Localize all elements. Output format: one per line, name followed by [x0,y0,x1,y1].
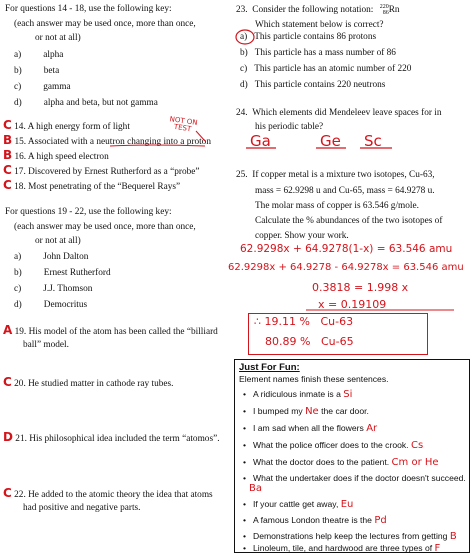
q19-22-option-a: a) John Dalton [14,252,89,262]
q23-option-a: a) This particle contains 86 protons [240,32,377,42]
fun-item-9: • Demonstrations help keep the lectures from getting B [253,531,457,542]
q25-line4: Calculate the % abundances of the two isotopes of [255,216,443,226]
q19-22-note2: or not at all) [35,236,81,246]
question-20: C 20. He studied matter in cathode ray tubes. [3,375,174,389]
q14-18-option-c: c) gamma [14,82,71,92]
question-22: C 22. He added to the atomic theory the idea that atoms [3,486,213,500]
question-19-line2: ball” model. [23,340,69,350]
fun-item-7: • If your cattle get away, Eu [253,499,353,510]
fun-item-4: • What the police officer does to the crook. Cs [253,440,423,451]
question-15: B 15. Associated with a neutron changing into a proton [3,133,211,147]
q23-option-d: d) This particle contains 220 neutrons [240,80,386,90]
q19-22-note1: (each answer may be used once, more than once, [14,222,196,232]
q19-22-option-d: d) Democritus [14,300,88,310]
just-for-fun-box [234,359,470,553]
question-18: C 18. Most penetrating of the “Bequerel Rays” [3,178,181,192]
q14-18-intro: For questions 14 - 18, use the following key: [5,4,172,14]
question-22-line2: had positive and negative parts. [23,503,141,513]
q14-18-note1: (each answer may be used once, more than once, [14,19,196,29]
question-21: D 21. His philosophical idea included the term “atomos”. [3,430,220,444]
q23-prompt: Which statement below is correct? [255,20,384,30]
q24-answer-1: Ga [250,132,271,150]
fun-item-2: • I bumped my Ne the car door. [253,406,369,417]
question-19: A 19. His model of the atom has been called the “billiard [3,323,218,337]
question-24: 24. Which elements did Mendeleev leave spaces for in [236,108,442,118]
q14-18-option-d: d) alpha and beta, but not gamma [14,98,158,108]
q14-18-option-a: a) alpha [14,50,64,60]
q25-result-1: ∴ 19.11 % Cu-63 [254,315,354,328]
question-17: C 17. Discovered by Ernest Rutherford as a “probe” [3,163,200,177]
question-16: B 16. A high speed electron [3,148,109,162]
question-25: 25. If copper metal is a mixture two isotopes, Cu-63, [236,170,435,180]
q24-answer-3: Sc [364,132,382,150]
q25-line3: The molar mass of copper is 63.546 g/mole. [255,201,419,211]
just-for-fun-title: Just For Fun: [239,362,300,373]
q25-result-2: 80.89 % Cu-65 [265,335,354,348]
q24-answer-2: Ge [320,132,341,150]
just-for-fun-subtitle: Element names finish these sentences. [239,374,389,384]
q25-line5: copper. Show your work. [255,231,349,241]
fun-item-3: • I am sad when all the flowers Ar [253,423,377,434]
not-on-test-note: NOT ON TEST [169,115,198,134]
q19-22-option-b: b) Ernest Rutherford [14,268,111,278]
q25-work-1: 62.9298x + 64.9278(1-x) = 63.546 amu [240,243,453,255]
q14-18-note2: or not at all) [35,33,81,43]
fun-item-5: • What the doctor does to the patient. Cm or He [253,457,439,468]
q23-option-c: c) This particle has an atomic number of 220 [240,64,412,74]
q23-option-b: b) This particle has a mass number of 86 [240,48,396,58]
question-23: 23. Consider the following notation: 220 86 Rn [236,4,400,16]
q25-work-2: 62.9298x + 64.9278 - 64.9278x = 63.546 amu [228,262,464,273]
fun-item-8: • A famous London theatre is the Pd [253,515,387,526]
fun-item-1: • A ridiculous inmate is a Si [253,389,352,400]
q24-line2: his periodic table? [255,122,324,132]
q19-22-intro: For questions 19 - 22, use the following key: [5,207,172,217]
q25-work-3: 0.3818 = 1.998 x [312,281,409,294]
q14-18-option-b: b) beta [14,66,60,76]
fun-item-6: • What the undertaker does if the doctor doesn't succeed. [253,473,466,484]
q25-work-4: x = 0.19109 [318,298,387,311]
fun-item-6-answer: Ba [249,483,262,494]
q25-line2: mass = 62.9298 u and Cu-65, mass = 64.9278 u. [255,186,435,196]
q19-22-option-c: c) J.J. Thomson [14,284,93,294]
fun-item-10: • Linoleum, tile, and hardwood are three types of F [253,543,440,554]
question-14: C 14. A high energy form of light [3,118,130,132]
